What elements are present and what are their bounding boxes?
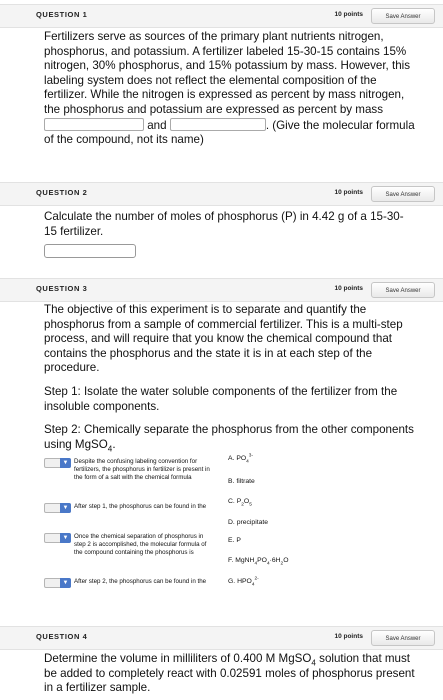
question-3-points: 10 points [334, 285, 363, 292]
question-3-paragraph-2: Step 1: Isolate the water soluble components of the fertilizer from the insoluble components. [44, 384, 398, 413]
question-1-answer-input-2[interactable] [170, 118, 266, 131]
answer-choice-b [228, 478, 255, 486]
match-select-4[interactable] [44, 578, 71, 588]
question-4-text [44, 652, 416, 696]
answer-c-sub1: 2 [241, 502, 244, 508]
question-3-paragraph-3-sub: 4 [107, 444, 113, 454]
question-1-text-b: . (Give the molecular formula of the compound, not its name) [44, 118, 415, 147]
question-3-paragraph-3-text: Step 2: Chemically separate the phosphorus from the other components using MgSO [44, 423, 414, 451]
answer-e-text: P [236, 537, 241, 544]
answer-a-letter: A. [228, 455, 235, 462]
answer-c-text: P [236, 498, 242, 505]
question-3-text [44, 303, 416, 461]
question-4-points: 10 points [334, 633, 363, 640]
answer-choice-e [228, 537, 241, 545]
answer-choice-c [228, 498, 252, 506]
question-2-answer-input[interactable] [44, 244, 136, 258]
answer-choice-f [228, 557, 289, 565]
match-prompt-1: Despite the confusing labeling convention for fertilizers, the phosphorus in fertilizer is present in the form of a salt with the chemical formula [74, 458, 210, 482]
match-prompt-4: After step 2, the phosphorus can be found in the [74, 578, 207, 585]
question-4-save-answer-button[interactable]: Save Answer [371, 630, 435, 646]
question-4-text-sub: 4 [311, 658, 316, 668]
match-prompt-2: After step 1, the phosphorus can be found in the [74, 503, 207, 510]
answer-g-letter: G. [228, 578, 236, 585]
answer-c-mid: O [243, 498, 250, 505]
answer-choice-d [228, 519, 268, 527]
question-2-points: 10 points [334, 189, 363, 196]
answer-f-sub3: 2 [280, 561, 284, 567]
question-1-text [44, 30, 416, 148]
answer-d-letter: D. [228, 519, 235, 526]
answer-f-text1: MgNH [235, 557, 255, 564]
question-3-title: QUESTION 3 [36, 284, 88, 293]
answer-c-sub2: 5 [249, 502, 252, 508]
question-3-save-answer-button[interactable]: Save Answer [371, 282, 435, 298]
answer-f-letter: F. [228, 557, 234, 564]
question-1-text-a: Fertilizers serve as sources of the primary plant nutrients nitrogen, phosphorus, and potassium. A fertilizer labeled 15-30-15 contains 15% nitrogen, 30% phosphorus, and 15% potassium by mass. However, this labeling system does not reflect the elemental composition of the fertilizer. While the nitrogen is expressed as percent by mass nitrogen, the phosphorus and potassium are expressed as percent by mass [44, 30, 411, 116]
answer-choice-a [228, 455, 253, 463]
answer-b-letter: B. [228, 478, 235, 485]
question-2-text: Calculate the number of moles of phosphorus (P) in 4.42 g of a 15-30-15 fertilizer. [44, 210, 404, 238]
answer-f-text2: PO [257, 557, 267, 564]
question-1-and: and [147, 118, 167, 132]
answer-g-sub: 4 [251, 582, 255, 588]
question-2-save-answer-button[interactable]: Save Answer [371, 186, 435, 202]
question-4-title: QUESTION 4 [36, 632, 88, 641]
answer-a-sub: 4 [246, 459, 249, 465]
answer-a-sup: 3- [248, 453, 254, 459]
chevron-down-icon: ▼ [60, 533, 71, 543]
question-1-title: QUESTION 1 [36, 10, 88, 19]
chevron-down-icon: ▼ [60, 578, 71, 588]
match-select-2[interactable] [44, 503, 71, 513]
match-prompt-3: Once the chemical separation of phosphorus in step 2 is accomplished, the molecular formula of the compound containing the phosphorus is [74, 533, 207, 557]
answer-d-text: precipitate [236, 519, 269, 526]
question-2-title: QUESTION 2 [36, 188, 88, 197]
question-1-save-answer-button[interactable]: Save Answer [371, 8, 435, 24]
question-3-paragraph-3 [44, 423, 416, 452]
match-select-1[interactable] [44, 458, 71, 468]
answer-f-sub2: 4 [266, 561, 270, 567]
answer-g-text: HPO [237, 578, 252, 585]
question-2-header [0, 182, 443, 206]
question-4-text-pre: Determine the volume in milliliters of 0.400 M MgSO [44, 652, 312, 665]
question-4-header [0, 626, 443, 650]
question-1-points: 10 points [334, 11, 363, 18]
question-1-header [0, 4, 443, 28]
answer-f-text4: O [283, 557, 289, 564]
chevron-down-icon: ▼ [60, 458, 71, 468]
answer-c-letter: C. [228, 498, 235, 505]
answer-f-text3: ·6H [269, 557, 281, 564]
answer-e-letter: E. [228, 537, 235, 544]
answer-a-text: PO [236, 455, 247, 462]
answer-f-sub1: 4 [254, 561, 258, 567]
answer-g-sup: 2- [254, 576, 259, 582]
match-select-3[interactable] [44, 533, 71, 543]
answer-b-text: filtrate [236, 478, 255, 485]
question-3-header [0, 278, 443, 302]
question-4-text-post: solution that must be added to completely react with 0.02591 moles of phosphorus present in a fertilizer sample. [44, 652, 415, 695]
question-1-answer-input-1[interactable] [44, 118, 144, 131]
question-3-paragraph-1: The objective of this experiment is to separate and quantify the phosphorus from a sample of commercial fertilizer. This is a multi-step process, and will require that you know the chemical compound that contains the phosphorus and the state it is in at each step of the procedure. [44, 303, 403, 375]
question-3-paragraph-3-post: . [112, 437, 116, 451]
chevron-down-icon: ▼ [60, 503, 71, 513]
answer-choice-g [228, 578, 259, 586]
